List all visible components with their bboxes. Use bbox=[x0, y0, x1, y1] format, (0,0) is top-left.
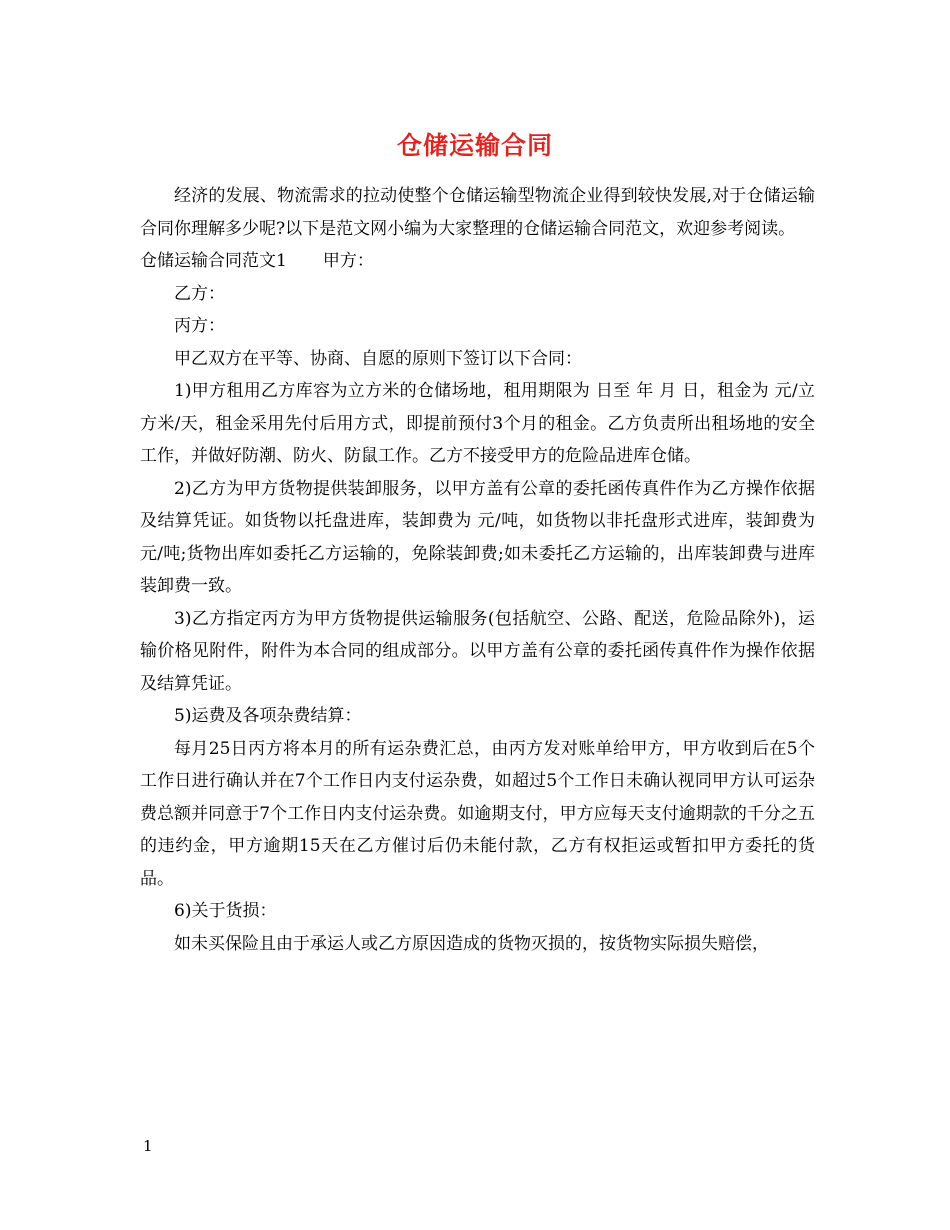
party-a-label: 甲方： bbox=[322, 251, 374, 271]
clause-5-body: 每月25日丙方将本月的所有运杂费汇总，由丙方发对账单给甲方，甲方收到后在5个工作日进行确认并在7个工作日内支付运杂费，如超过5个工作日未确认视同甲方认可运杂费总额并同意于7个工作日内支付运杂费。如逾期支付，甲方应每天支付逾期款的千分之五的违约金，甲方逾期15天在乙方催讨后仍未能付款，乙方有权拒运或暂扣甲方委托的货品。 bbox=[140, 738, 815, 889]
document-body bbox=[140, 180, 815, 960]
party-b-label: 乙方： bbox=[174, 283, 225, 304]
clause-6-body: 如未买保险且由于承运人或乙方原因造成的货物灭损的，按货物实际损失赔偿， bbox=[174, 933, 769, 954]
intro-paragraph: 经济的发展、物流需求的拉动使整个仓储运输型物流企业得到较快发展,对于仓储运输合同你理解多少呢?以下是范文网小编为大家整理的仓储运输合同范文，欢迎参考阅读。 bbox=[140, 186, 815, 239]
clause-3: 3)乙方指定丙方为甲方货物提供运输服务(包括航空、公路、配送，危险品除外)，运输价格见附件，附件为本合同的组成部分。以甲方盖有公章的委托函传真件作为操作依据及结算凭证。 bbox=[140, 608, 815, 694]
document-title: 仓储运输合同 bbox=[396, 131, 553, 160]
clause-2: 2)乙方为甲方货物提供装卸服务，以甲方盖有公章的委托函传真件作为乙方操作依据及结算凭证。如货物以托盘进库，装卸费为 元/吨，如货物以非托盘形式进库，装卸费为 元/吨;货物出库如委托乙方运输的，免除装卸费;如未委托乙方运输的，出库装卸费与进库装卸费一致。 bbox=[140, 478, 815, 596]
page-number: 1 bbox=[143, 1137, 153, 1155]
clause-5-heading: 5)运费及各项杂费结算： bbox=[174, 706, 362, 726]
party-c-label: 丙方： bbox=[174, 316, 225, 336]
clause-1: 1)甲方租用乙方库容为立方米的仓储场地，租用期限为 日至 年 月 日，租金为 元/立方米/天，租金采用先付后用方式，即提前预付3个月的租金。乙方负责所出租场地的安全工作，并做好防潮、防火、防鼠工作。乙方不接受甲方的危险品进库仓储。 bbox=[140, 381, 815, 466]
section-heading-label: 仓储运输合同范文1 bbox=[140, 251, 287, 271]
section-heading bbox=[140, 245, 815, 278]
agreement-preamble: 甲乙双方在平等、协商、自愿的原则下签订以下合同： bbox=[174, 348, 582, 369]
clause-6-heading: 6)关于货损： bbox=[174, 901, 277, 921]
